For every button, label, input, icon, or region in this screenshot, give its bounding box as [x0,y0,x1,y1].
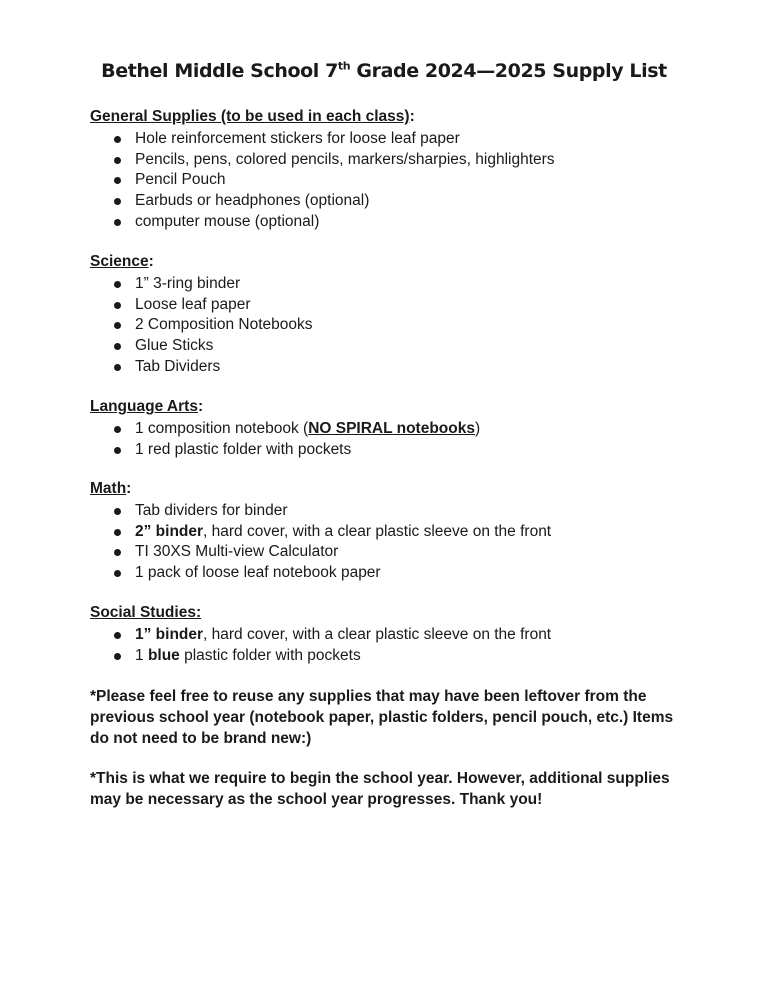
list-item: Pencils, pens, colored pencils, markers/sharpies, highlighters [114,150,730,171]
list-item [114,522,730,543]
folder-color-bold: blue [147,646,180,664]
folder-description: plastic folder with pockets [179,646,361,664]
science-list [90,274,730,378]
list-item [114,419,730,440]
binder-size-bold: 2” binder [135,522,204,540]
list-item: Tab Dividers [114,357,730,378]
science-section [90,253,730,378]
language-arts-heading-text: Language Arts [90,398,198,415]
list-item: 2 Composition Notebooks [114,315,730,336]
language-arts-heading [90,398,730,416]
science-heading-text: Science [90,253,149,270]
general-supplies-list [90,129,730,233]
math-section [90,480,730,584]
list-item [114,646,730,667]
page-title [0,60,768,82]
list-item: Glue Sticks [114,336,730,357]
list-item: TI 30XS Multi-view Calculator [114,542,730,563]
binder-description: , hard cover, with a clear plastic sleeve on the front [203,522,552,540]
social-studies-section [90,604,730,666]
social-studies-heading [90,604,730,622]
general-supplies-heading [90,108,730,126]
math-heading-colon: : [126,480,132,497]
list-item: Earbuds or headphones (optional) [114,191,730,212]
binder-description: , hard cover, with a clear plastic sleeve on the front [203,626,552,643]
language-arts-heading-colon: : [197,398,204,415]
reuse-note: *Please feel free to reuse any supplies that may have been leftover from the previous school year (notebook paper, plastic folders, pencil pouch, etc.) Items do not need to be brand new:) [90,688,674,747]
binder-size-bold: 1” binder [135,626,204,643]
science-heading [90,253,730,271]
language-arts-list [90,419,730,460]
title-superscript: th [337,59,351,73]
list-item: 1 red plastic folder with pockets [114,440,730,461]
science-heading-colon: : [148,253,154,270]
list-item: 1 pack of loose leaf notebook paper [114,563,730,584]
math-heading [90,480,730,498]
list-item: Tab dividers for binder [114,501,730,522]
requirements-note: *This is what we require to begin the school year. However, additional supplies may be necessary as the school year progresses. Thank you! [90,770,670,808]
general-supplies-heading-colon: : [409,108,415,125]
math-list [90,501,730,584]
list-item: Hole reinforcement stickers for loose leaf paper [114,129,730,150]
list-item: Loose leaf paper [114,295,730,316]
general-supplies-section [90,108,730,233]
language-arts-section [90,398,730,460]
general-supplies-heading-text: General Supplies (to be used in each class) [90,108,410,125]
notebook-text: 1 composition notebook ( [135,420,309,437]
list-item: 1” 3-ring binder [114,274,730,295]
math-heading-text: Math [90,480,127,497]
social-studies-list [90,625,730,666]
social-studies-heading-text: Social Studies: [90,604,202,621]
folder-count: 1 [135,646,148,664]
list-item: Pencil Pouch [114,170,730,191]
list-item [114,625,730,646]
notebook-close-paren: ) [474,420,481,437]
title-suffix: Grade 2024—2025 Supply List [350,60,667,82]
list-item: computer mouse (optional) [114,212,730,233]
no-spiral-emphasis: NO SPIRAL notebooks [308,420,475,437]
title-prefix: Bethel Middle School 7 [101,60,338,82]
